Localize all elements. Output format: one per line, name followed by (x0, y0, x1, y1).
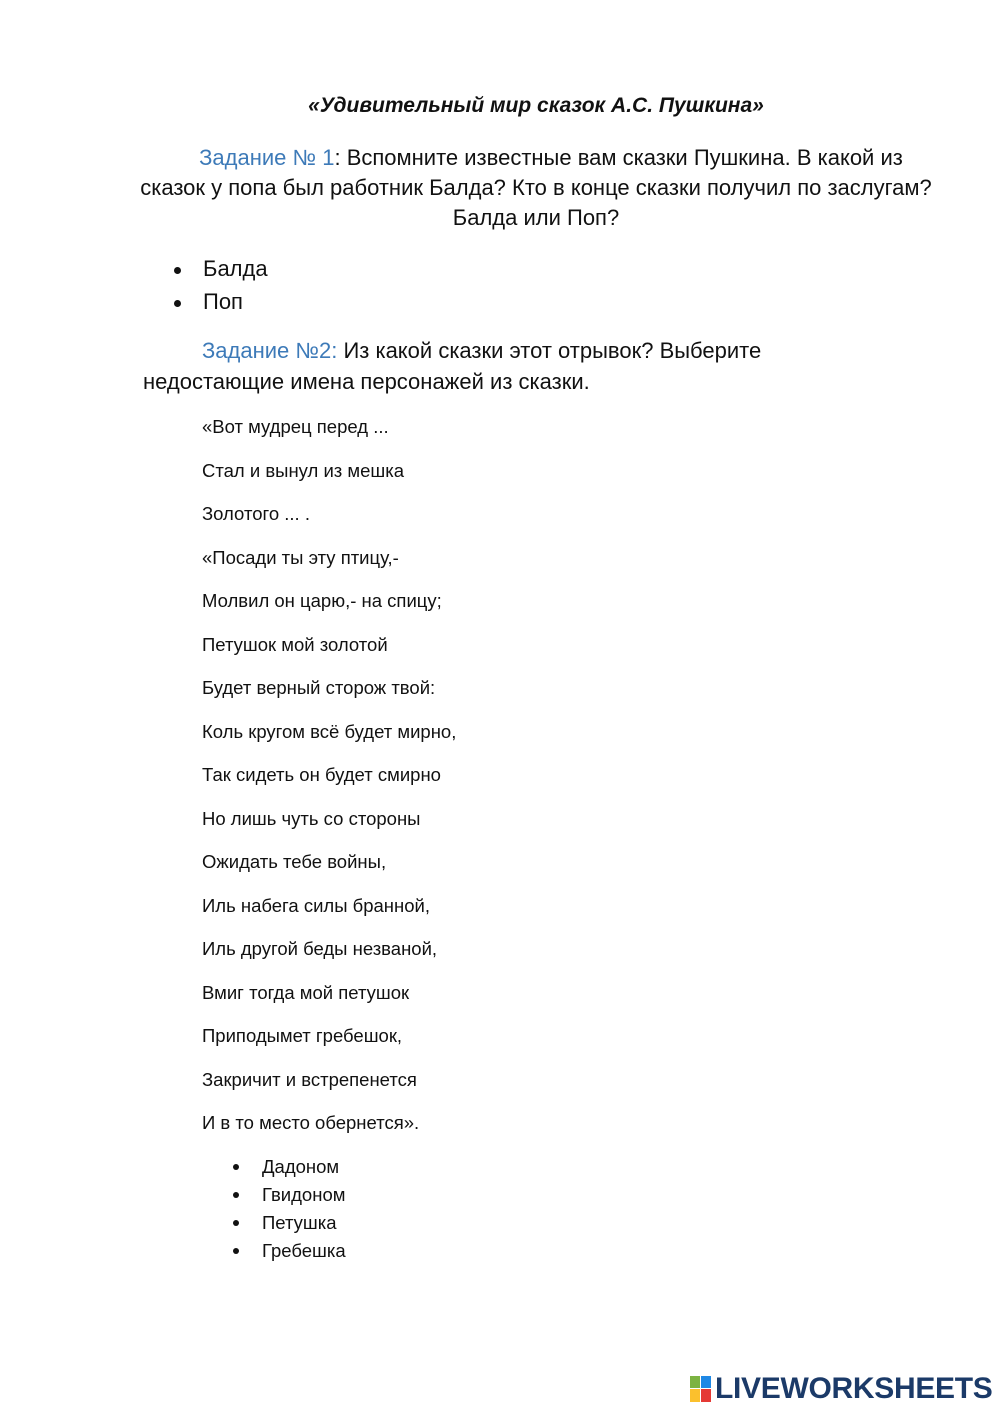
task-1-option-pop[interactable]: Поп (172, 287, 268, 320)
poem-line: Вмиг тогда мой петушок (202, 981, 410, 1003)
poem-line: Так сидеть он будет смирно (202, 764, 441, 785)
poem-line: И в то место обернется». (202, 1112, 420, 1133)
poem-line: Коль кругом всё будет мирно, (202, 720, 457, 742)
poem-line: Иль другой беды незваной, (202, 938, 438, 959)
poem-line: Золотого ... . (202, 503, 310, 524)
poem-line: Петушок мой золотой (202, 633, 388, 655)
task-1 (140, 143, 932, 233)
task-1-options (172, 254, 268, 320)
poem-line: Иль набега силы бранной, (202, 894, 431, 916)
page-title: «Удивительный мир сказок А.С. Пушкина» (308, 94, 764, 117)
poem-line: Будет верный сторож твой: (202, 677, 436, 698)
poem-line: Приподымет гребешок, (202, 1025, 403, 1046)
task-1-text: : Вспомните известные вам сказки Пушкина. В какой из сказок у попа был работник Балда? Кто в конце сказки получил по заслугам?Балда или Поп? (140, 145, 932, 230)
task-1-label: Задание № 1 (199, 145, 335, 170)
poem-line: Стал и вынул из мешка (202, 459, 405, 481)
poem-line: Молвил он царю,- на спицу; (202, 590, 442, 611)
poem-excerpt (202, 414, 456, 1154)
poem-line: «Посади ты эту птицу,- (202, 546, 399, 568)
task-2-option-dadonom[interactable]: Дадоном (232, 1154, 346, 1182)
task-2-option-petushka[interactable]: Петушка (232, 1210, 346, 1238)
brand-name: LIVEWORKSHEETS (715, 1372, 993, 1405)
task-2 (143, 335, 843, 397)
task-1-option-balda[interactable]: Балда (172, 254, 268, 287)
task-2-option-grebeshka[interactable]: Гребешка (232, 1238, 346, 1266)
poem-line: Ожидать тебе войны, (202, 851, 387, 872)
task-2-text: Из какой сказки этот отрывок? Выберите недостающие имена персонажей из сказки. (143, 338, 762, 394)
poem-line: Закричит и встрепенется (202, 1068, 417, 1090)
task-2-option-gvidonom[interactable]: Гвидоном (232, 1182, 346, 1210)
task-2-label: Задание №2: (202, 338, 338, 363)
liveworksheets-brand (690, 1372, 993, 1406)
liveworksheets-logo-icon (690, 1374, 712, 1404)
task-2-options (232, 1154, 346, 1266)
poem-line: Но лишь чуть со стороны (202, 807, 421, 829)
poem-line: «Вот мудрец перед ... (202, 416, 389, 437)
